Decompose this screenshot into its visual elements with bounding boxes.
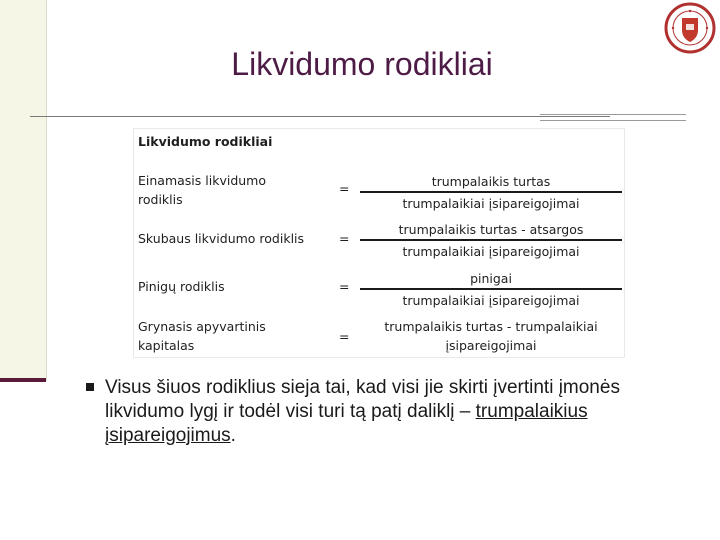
expression-line: įsipareigojimai	[445, 338, 537, 353]
fraction-bar	[360, 288, 622, 290]
title-divider	[30, 116, 610, 117]
row-label-quick-ratio	[138, 229, 304, 248]
liquidity-ratios-table	[133, 128, 625, 358]
row-label-line: rodiklis	[138, 192, 183, 207]
table-heading: Likvidumo rodikliai	[138, 134, 273, 149]
fraction-quick-ratio	[360, 221, 622, 260]
row-label-line: Grynasis apyvartinis	[138, 319, 266, 334]
row-label-net-working-capital	[138, 317, 266, 355]
denominator: trumpalaikiai įsipareigojimai	[402, 196, 580, 211]
denominator: trumpalaikiai įsipareigojimai	[402, 244, 580, 259]
title-divider-accent	[540, 114, 686, 121]
row-label-line: Skubaus likvidumo rodiklis	[138, 231, 305, 246]
bullet-text-end: .	[230, 425, 236, 446]
fraction-cash-ratio	[360, 270, 622, 309]
equals-sign: =	[339, 231, 350, 246]
row-label-current-ratio	[138, 171, 266, 209]
row-label-line: Pinigų rodiklis	[138, 279, 225, 294]
numerator: pinigai	[470, 271, 512, 286]
bullet-text-underlined: trumpalaikius įsipareigojimus	[105, 401, 588, 446]
fraction-bar	[360, 239, 622, 241]
denominator: trumpalaikiai įsipareigojimai	[402, 293, 580, 308]
numerator: trumpalaikis turtas - atsargos	[398, 222, 584, 237]
bullet-text-main: Visus šiuos rodiklius sieja tai, kad visi jie skirti įvertinti įmonės likvidumo lygį ir todėl visi turi tą patį daliklį –	[105, 377, 620, 422]
expression-net-working-capital	[360, 317, 622, 355]
fraction-bar	[360, 191, 622, 193]
expression-line: trumpalaikis turtas - trumpalaikiai	[384, 319, 598, 334]
equals-sign: =	[339, 181, 350, 196]
row-label-line: Einamasis likvidumo	[138, 173, 266, 188]
row-label-line: kapitalas	[138, 338, 195, 353]
bullet-text	[105, 376, 680, 448]
equals-sign: =	[339, 329, 350, 344]
fraction-current-ratio	[360, 173, 622, 212]
numerator: trumpalaikis turtas	[431, 174, 551, 189]
equals-sign: =	[339, 279, 350, 294]
square-bullet-icon	[86, 383, 94, 391]
row-label-cash-ratio	[138, 277, 225, 296]
side-accent-bar	[0, 378, 46, 382]
page-title: Likvidumo rodikliai	[231, 46, 493, 82]
